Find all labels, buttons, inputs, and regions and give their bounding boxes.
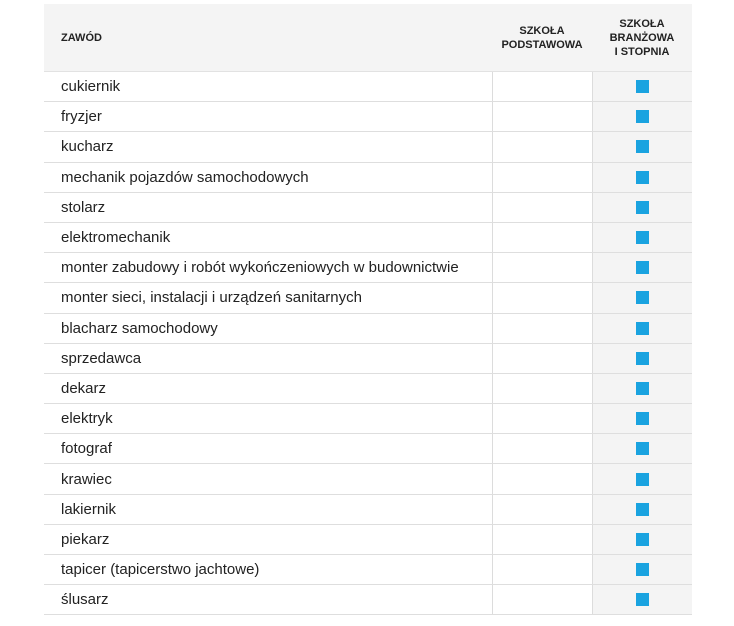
profession-name: krawiec <box>61 470 112 488</box>
primary-school-cell <box>492 253 592 282</box>
primary-school-cell <box>492 525 592 554</box>
table-row <box>44 495 692 525</box>
table-row <box>44 555 692 585</box>
marker-square-icon <box>636 80 649 93</box>
vocational-school-cell <box>592 525 692 554</box>
vocational-school-cell <box>592 72 692 101</box>
profession-name: stolarz <box>61 198 106 216</box>
vocational-school-cell <box>592 344 692 373</box>
marker-square-icon <box>636 231 649 244</box>
primary-school-cell <box>492 132 592 161</box>
primary-school-cell <box>492 223 592 252</box>
marker-square-icon <box>636 201 649 214</box>
table-row <box>44 163 692 193</box>
table-row <box>44 193 692 223</box>
marker-square-icon <box>636 533 649 546</box>
marker-square-icon <box>636 322 649 335</box>
table-row <box>44 344 692 374</box>
marker-square-icon <box>636 382 649 395</box>
primary-school-cell <box>492 434 592 463</box>
table-row <box>44 585 692 615</box>
table-row <box>44 102 692 132</box>
marker-square-icon <box>636 110 649 123</box>
table-row <box>44 434 692 464</box>
primary-school-cell <box>492 283 592 312</box>
marker-square-icon <box>636 593 649 606</box>
marker-square-icon <box>636 261 649 274</box>
vocational-school-cell <box>592 223 692 252</box>
profession-name: elektryk <box>61 410 113 428</box>
marker-square-icon <box>636 473 649 486</box>
profession-name: fryzjer <box>61 108 102 126</box>
vocational-school-cell <box>592 374 692 403</box>
vocational-school-cell <box>592 314 692 343</box>
primary-school-cell <box>492 193 592 222</box>
table-row <box>44 223 692 253</box>
profession-name: piekarz <box>61 530 110 548</box>
profession-name: sprzedawca <box>61 349 142 367</box>
marker-square-icon <box>636 140 649 153</box>
table-row <box>44 404 692 434</box>
profession-name: tapicer (tapicerstwo jachtowe) <box>61 561 260 579</box>
primary-school-cell <box>492 464 592 493</box>
table-header <box>44 4 692 72</box>
profession-name: blacharz samochodowy <box>61 319 218 337</box>
profession-name: elektromechanik <box>61 229 171 247</box>
marker-square-icon <box>636 412 649 425</box>
vocational-school-cell <box>592 555 692 584</box>
primary-school-cell <box>492 495 592 524</box>
profession-name: dekarz <box>61 379 107 397</box>
vocational-school-cell <box>592 253 692 282</box>
primary-school-cell <box>492 374 592 403</box>
primary-school-cell <box>492 102 592 131</box>
profession-name: fotograf <box>61 440 112 458</box>
profession-name: lakiernik <box>61 500 117 518</box>
marker-square-icon <box>636 442 649 455</box>
profession-name: kucharz <box>61 138 114 156</box>
table-row <box>44 132 692 162</box>
vocational-school-cell <box>592 585 692 614</box>
profession-name: monter sieci, instalacji i urządzeń sanitarnych <box>61 289 362 307</box>
primary-school-cell <box>492 344 592 373</box>
primary-school-cell <box>492 404 592 433</box>
profession-name: mechanik pojazdów samochodowych <box>61 168 309 186</box>
profession-name: ślusarz <box>61 591 109 609</box>
vocational-school-cell <box>592 404 692 433</box>
table-body <box>44 72 692 615</box>
vocational-school-cell <box>592 102 692 131</box>
table-row <box>44 283 692 313</box>
marker-square-icon <box>636 563 649 576</box>
primary-school-cell <box>492 585 592 614</box>
marker-square-icon <box>636 503 649 516</box>
table-row <box>44 464 692 494</box>
table-row <box>44 72 692 102</box>
profession-name: cukiernik <box>61 78 121 96</box>
primary-school-cell <box>492 72 592 101</box>
table-row <box>44 374 692 404</box>
vocational-school-cell <box>592 163 692 192</box>
vocational-school-cell <box>592 464 692 493</box>
professions-table <box>44 4 692 615</box>
table-row <box>44 253 692 283</box>
vocational-school-cell <box>592 434 692 463</box>
marker-square-icon <box>636 291 649 304</box>
primary-school-cell <box>492 314 592 343</box>
table-row <box>44 314 692 344</box>
vocational-school-cell <box>592 283 692 312</box>
vocational-school-cell <box>592 132 692 161</box>
header-profession: ZAWÓD <box>61 31 102 44</box>
marker-square-icon <box>636 171 649 184</box>
profession-name: monter zabudowy i robót wykończeniowych w budownictwie <box>61 259 459 277</box>
vocational-school-cell <box>592 193 692 222</box>
vocational-school-cell <box>592 495 692 524</box>
table-row <box>44 525 692 555</box>
primary-school-cell <box>492 555 592 584</box>
marker-square-icon <box>636 352 649 365</box>
header-vocational-school: SZKOŁA BRANŻOWA I STOPNIA <box>609 17 675 58</box>
header-primary-school: SZKOŁA PODSTAWOWA <box>501 24 583 51</box>
primary-school-cell <box>492 163 592 192</box>
